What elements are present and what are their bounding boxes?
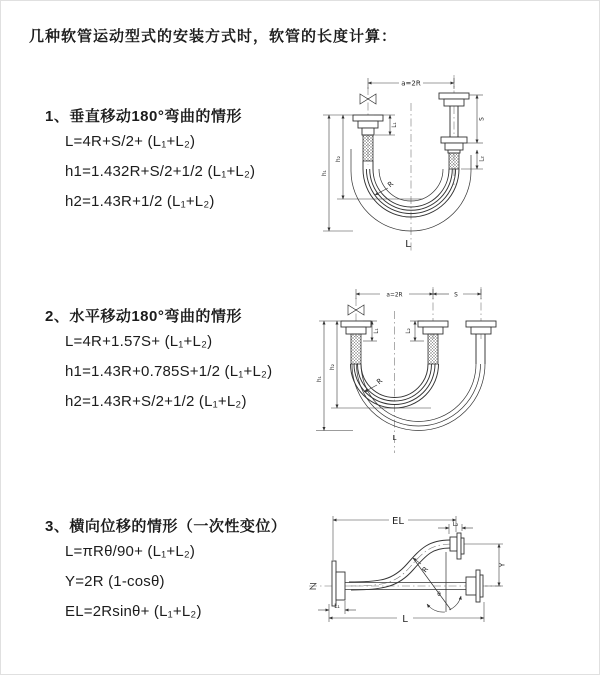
dimension-a2r <box>356 289 433 299</box>
dimension-a2r <box>368 78 454 89</box>
dim-label-l: L <box>402 614 408 625</box>
diagram-vertical-180-bend <box>311 69 600 261</box>
dimension-l2 <box>461 150 486 169</box>
diagram-horizontal-180-bend <box>311 281 600 461</box>
dim-label-y: Y <box>498 562 507 568</box>
dimension-l1 <box>318 601 356 614</box>
dim-label-el: EL <box>392 516 404 527</box>
section-1-heading: 1、垂直移动180°弯曲的情形 <box>45 108 242 125</box>
section-1-formula-h1: h1=1.432R+S/2+1/2 (L₁+L₂) <box>65 163 256 180</box>
dim-label-h2: h₂ <box>336 156 342 162</box>
section-2-formula-h1: h1=1.43R+0.785S+1/2 (L₁+L₂) <box>65 363 273 380</box>
section-3-formula-Y: Y=2R (1-cosθ) <box>65 573 165 590</box>
radius-callout <box>413 552 451 612</box>
left-fitting <box>353 115 383 161</box>
section-3-heading: 3、横向位移的情形（一次性变位） <box>45 518 287 535</box>
left-fitting <box>341 321 371 364</box>
dim-label-h1: h₁ <box>322 170 328 176</box>
right-fitting <box>466 321 496 364</box>
left-fitting <box>332 561 345 606</box>
section-1-formula-L: L=4R+S/2+ (L₁+L₂) <box>65 133 196 150</box>
angle-label: θ <box>437 592 441 598</box>
section-2-formula-L: L=4R+1.57S+ (L₁+L₂) <box>65 333 213 350</box>
section-3-formula-EL: EL=2Rsinθ+ (L₁+L₂) <box>65 603 202 620</box>
right-fitting <box>439 93 469 169</box>
dimension-h1 <box>316 321 353 431</box>
radius-label: R <box>375 376 385 387</box>
length-label: L <box>392 434 397 442</box>
angle-theta <box>427 592 461 612</box>
dim-label-l2: L₂ <box>452 522 459 528</box>
centerlines <box>356 287 481 453</box>
section-3-formula-L: L=πRθ/90+ (L₁+L₂) <box>65 543 196 560</box>
upper-right-fitting <box>450 533 464 559</box>
dim-label-s: S <box>479 117 486 121</box>
dim-label-l2: L₂ <box>479 156 486 162</box>
dimension-s <box>467 95 486 143</box>
dimension-h1 <box>322 115 353 231</box>
dim-label-s: S <box>454 292 458 299</box>
dim-label-h1: h₁ <box>317 376 323 382</box>
dim-label-a2r: a=2R <box>401 79 421 88</box>
dim-label-l1: L₁ <box>334 604 340 610</box>
section-2-heading: 2、水平移动180°弯曲的情形 <box>45 308 242 325</box>
dim-label-l1: L₁ <box>392 122 398 128</box>
dimension-l2 <box>438 522 473 534</box>
middle-fitting <box>418 321 448 364</box>
dim-label-h2: h₂ <box>330 364 336 370</box>
page-title: 几种软管运动型式的安装方式时，软管的长度计算： <box>29 28 398 45</box>
centerlines <box>368 75 454 253</box>
diagram-lateral-displacement <box>301 506 600 646</box>
radius-label: R <box>386 179 396 190</box>
dimension-l <box>329 602 484 625</box>
length-label: L <box>405 239 411 250</box>
dim-label-l1: L₁ <box>374 328 380 334</box>
radius-label: R <box>420 565 431 575</box>
dimension-el <box>333 516 456 560</box>
section-1-formula-h2: h2=1.43R+1/2 (L₁+L₂) <box>65 193 215 210</box>
dimension-s <box>433 289 481 299</box>
dim-label-a2r: a=2R <box>386 292 403 299</box>
section-2-formula-h2: h2=1.43R+S/2+1/2 (L₁+L₂) <box>65 393 247 410</box>
dim-label-l2: L₂ <box>406 328 412 334</box>
